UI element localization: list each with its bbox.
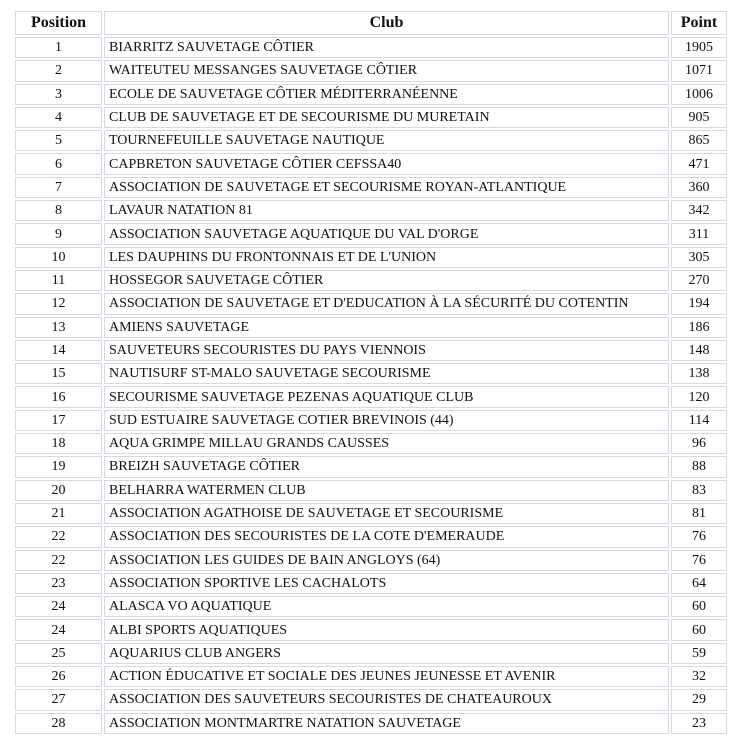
club-name-cell: ASSOCIATION DES SAUVETEURS SECOURISTES DE CHATEAUROUX bbox=[104, 689, 669, 710]
table-row bbox=[15, 293, 727, 314]
club-name-cell: ASSOCIATION SPORTIVE LES CACHALOTS bbox=[104, 573, 669, 594]
club-name-cell: ECOLE DE SAUVETAGE CÔTIER MÉDITERRANÉENNE bbox=[104, 84, 669, 105]
table-row bbox=[15, 37, 727, 58]
club-name-cell: CAPBRETON SAUVETAGE CÔTIER CEFSSA40 bbox=[104, 153, 669, 174]
club-name-cell: BIARRITZ SAUVETAGE CÔTIER bbox=[104, 37, 669, 58]
position-cell: 17 bbox=[15, 410, 102, 431]
table-row bbox=[15, 270, 727, 291]
position-cell: 2 bbox=[15, 60, 102, 81]
table-row bbox=[15, 573, 727, 594]
position-cell: 5 bbox=[15, 130, 102, 151]
table-row bbox=[15, 550, 727, 571]
position-cell: 20 bbox=[15, 480, 102, 501]
club-name-cell: ACTION ÉDUCATIVE ET SOCIALE DES JEUNES JEUNESSE ET AVENIR bbox=[104, 666, 669, 687]
club-name-cell: ASSOCIATION AGATHOISE DE SAUVETAGE ET SECOURISME bbox=[104, 503, 669, 524]
club-name-cell: SAUVETEURS SECOURISTES DU PAYS VIENNOIS bbox=[104, 340, 669, 361]
table-row bbox=[15, 480, 727, 501]
column-header-club: Club bbox=[104, 11, 669, 35]
points-cell: 81 bbox=[671, 503, 727, 524]
position-cell: 22 bbox=[15, 550, 102, 571]
table-row bbox=[15, 247, 727, 268]
position-cell: 25 bbox=[15, 643, 102, 664]
points-cell: 186 bbox=[671, 317, 727, 338]
club-name-cell: BELHARRA WATERMEN CLUB bbox=[104, 480, 669, 501]
position-cell: 21 bbox=[15, 503, 102, 524]
position-cell: 9 bbox=[15, 223, 102, 244]
position-cell: 18 bbox=[15, 433, 102, 454]
table-row bbox=[15, 340, 727, 361]
position-cell: 15 bbox=[15, 363, 102, 384]
points-cell: 1905 bbox=[671, 37, 727, 58]
club-name-cell: SUD ESTUAIRE SAUVETAGE COTIER BREVINOIS (44) bbox=[104, 410, 669, 431]
points-cell: 138 bbox=[671, 363, 727, 384]
table-row bbox=[15, 689, 727, 710]
points-cell: 114 bbox=[671, 410, 727, 431]
points-cell: 83 bbox=[671, 480, 727, 501]
points-cell: 194 bbox=[671, 293, 727, 314]
table-body bbox=[15, 37, 727, 734]
position-cell: 26 bbox=[15, 666, 102, 687]
points-cell: 29 bbox=[671, 689, 727, 710]
position-cell: 19 bbox=[15, 456, 102, 477]
points-cell: 905 bbox=[671, 107, 727, 128]
table-row bbox=[15, 60, 727, 81]
points-cell: 471 bbox=[671, 153, 727, 174]
club-name-cell: TOURNEFEUILLE SAUVETAGE NAUTIQUE bbox=[104, 130, 669, 151]
position-cell: 12 bbox=[15, 293, 102, 314]
table-row bbox=[15, 619, 727, 640]
club-name-cell: SECOURISME SAUVETAGE PEZENAS AQUATIQUE CLUB bbox=[104, 386, 669, 407]
position-cell: 13 bbox=[15, 317, 102, 338]
club-name-cell: LAVAUR NATATION 81 bbox=[104, 200, 669, 221]
points-cell: 23 bbox=[671, 713, 727, 734]
ranking-table bbox=[13, 9, 729, 736]
points-cell: 148 bbox=[671, 340, 727, 361]
position-cell: 24 bbox=[15, 596, 102, 617]
table-row bbox=[15, 526, 727, 547]
club-name-cell: NAUTISURF ST-MALO SAUVETAGE SECOURISME bbox=[104, 363, 669, 384]
table-row bbox=[15, 153, 727, 174]
club-name-cell: WAITEUTEU MESSANGES SAUVETAGE CÔTIER bbox=[104, 60, 669, 81]
table-row bbox=[15, 317, 727, 338]
club-name-cell: BREIZH SAUVETAGE CÔTIER bbox=[104, 456, 669, 477]
points-cell: 270 bbox=[671, 270, 727, 291]
points-cell: 59 bbox=[671, 643, 727, 664]
table-row bbox=[15, 713, 727, 734]
points-cell: 1006 bbox=[671, 84, 727, 105]
club-name-cell: ASSOCIATION LES GUIDES DE BAIN ANGLOYS (64) bbox=[104, 550, 669, 571]
club-name-cell: AQUA GRIMPE MILLAU GRANDS CAUSSES bbox=[104, 433, 669, 454]
table-row bbox=[15, 363, 727, 384]
position-cell: 4 bbox=[15, 107, 102, 128]
position-cell: 11 bbox=[15, 270, 102, 291]
table-header bbox=[15, 11, 727, 35]
column-header-position: Position bbox=[15, 11, 102, 35]
table-row bbox=[15, 386, 727, 407]
table-row bbox=[15, 596, 727, 617]
points-cell: 360 bbox=[671, 177, 727, 198]
points-cell: 32 bbox=[671, 666, 727, 687]
position-cell: 7 bbox=[15, 177, 102, 198]
position-cell: 28 bbox=[15, 713, 102, 734]
club-name-cell: ALASCA VO AQUATIQUE bbox=[104, 596, 669, 617]
club-name-cell: ASSOCIATION DES SECOURISTES DE LA COTE D'EMERAUDE bbox=[104, 526, 669, 547]
table-row bbox=[15, 643, 727, 664]
table-row bbox=[15, 130, 727, 151]
points-cell: 60 bbox=[671, 596, 727, 617]
points-cell: 64 bbox=[671, 573, 727, 594]
column-header-point: Point bbox=[671, 11, 727, 35]
points-cell: 120 bbox=[671, 386, 727, 407]
points-cell: 96 bbox=[671, 433, 727, 454]
position-cell: 22 bbox=[15, 526, 102, 547]
points-cell: 76 bbox=[671, 550, 727, 571]
points-cell: 311 bbox=[671, 223, 727, 244]
points-cell: 305 bbox=[671, 247, 727, 268]
club-name-cell: ASSOCIATION SAUVETAGE AQUATIQUE DU VAL D'ORGE bbox=[104, 223, 669, 244]
position-cell: 8 bbox=[15, 200, 102, 221]
points-cell: 60 bbox=[671, 619, 727, 640]
club-name-cell: ALBI SPORTS AQUATIQUES bbox=[104, 619, 669, 640]
position-cell: 14 bbox=[15, 340, 102, 361]
club-name-cell: AQUARIUS CLUB ANGERS bbox=[104, 643, 669, 664]
table-row bbox=[15, 177, 727, 198]
club-name-cell: AMIENS SAUVETAGE bbox=[104, 317, 669, 338]
position-cell: 27 bbox=[15, 689, 102, 710]
club-name-cell: ASSOCIATION DE SAUVETAGE ET SECOURISME ROYAN-ATLANTIQUE bbox=[104, 177, 669, 198]
table-row bbox=[15, 433, 727, 454]
club-name-cell: HOSSEGOR SAUVETAGE CÔTIER bbox=[104, 270, 669, 291]
position-cell: 16 bbox=[15, 386, 102, 407]
table-row bbox=[15, 107, 727, 128]
table-row bbox=[15, 503, 727, 524]
position-cell: 3 bbox=[15, 84, 102, 105]
club-name-cell: LES DAUPHINS DU FRONTONNAIS ET DE L'UNION bbox=[104, 247, 669, 268]
points-cell: 88 bbox=[671, 456, 727, 477]
table-row bbox=[15, 456, 727, 477]
points-cell: 342 bbox=[671, 200, 727, 221]
points-cell: 76 bbox=[671, 526, 727, 547]
position-cell: 24 bbox=[15, 619, 102, 640]
club-name-cell: ASSOCIATION MONTMARTRE NATATION SAUVETAGE bbox=[104, 713, 669, 734]
position-cell: 6 bbox=[15, 153, 102, 174]
table-row bbox=[15, 223, 727, 244]
position-cell: 23 bbox=[15, 573, 102, 594]
table-row bbox=[15, 666, 727, 687]
points-cell: 1071 bbox=[671, 60, 727, 81]
position-cell: 10 bbox=[15, 247, 102, 268]
header-row bbox=[15, 11, 727, 35]
points-cell: 865 bbox=[671, 130, 727, 151]
club-name-cell: CLUB DE SAUVETAGE ET DE SECOURISME DU MURETAIN bbox=[104, 107, 669, 128]
table-row bbox=[15, 410, 727, 431]
table-row bbox=[15, 84, 727, 105]
table-row bbox=[15, 200, 727, 221]
ranking-table-container bbox=[13, 9, 727, 736]
club-name-cell: ASSOCIATION DE SAUVETAGE ET D'EDUCATION À LA SÉCURITÉ DU COTENTIN bbox=[104, 293, 669, 314]
position-cell: 1 bbox=[15, 37, 102, 58]
